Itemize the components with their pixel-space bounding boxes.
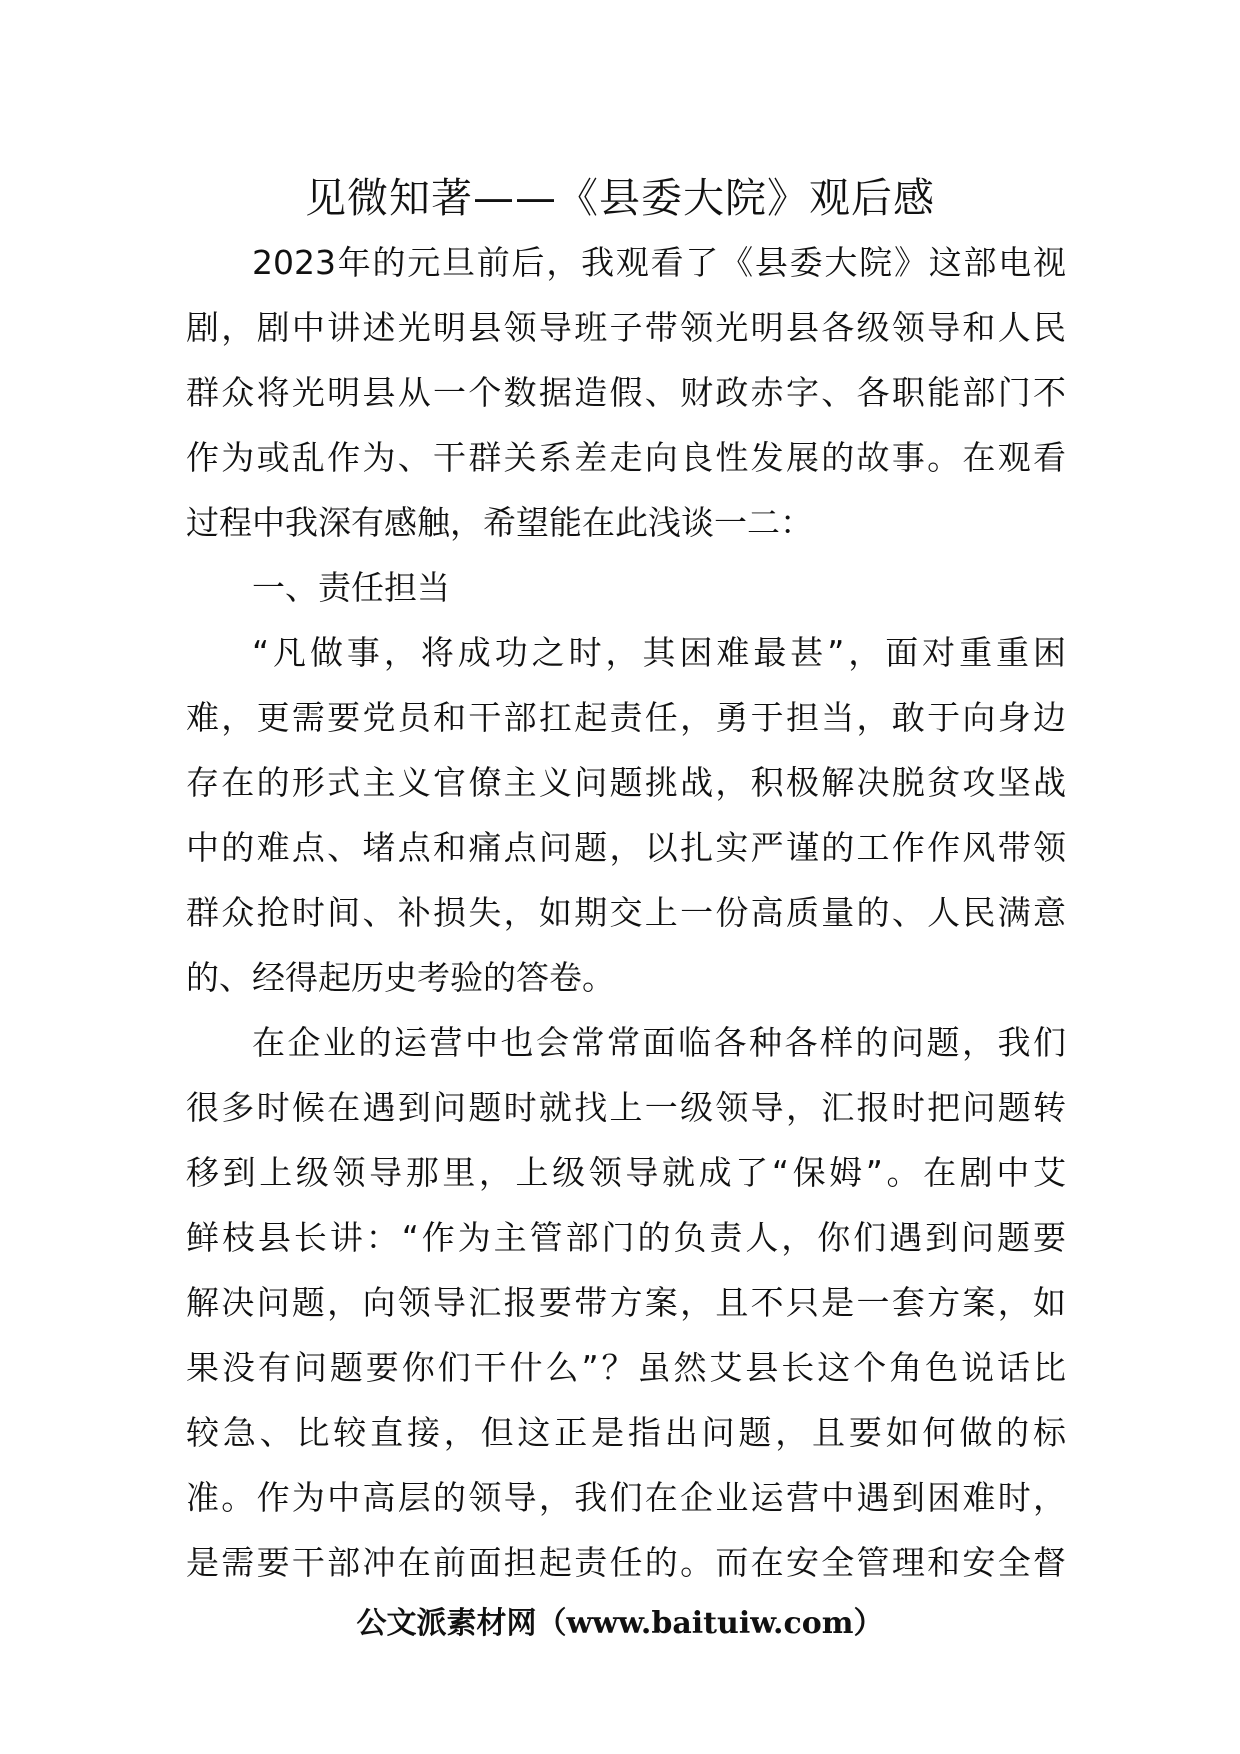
paragraph-line: 鲜枝县长讲：“作为主管部门的负责人，你们遇到问题要	[186, 1218, 1066, 1257]
document-title: 见微知著——《县委大院》观后感	[305, 174, 935, 222]
paragraph-line: 过程中我深有感触，希望能在此浅谈一二：	[186, 503, 813, 542]
paragraph-line: 剧，剧中讲述光明县领导班子带领光明县各级领导和人民	[186, 308, 1066, 347]
paragraph-line: 群众抢时间、补损失，如期交上一份高质量的、人民满意	[186, 893, 1066, 932]
section-heading: 一、责任担当	[252, 568, 450, 607]
paragraph-line: 2023年的元旦前后，我观看了《县委大院》这部电视	[252, 243, 1066, 282]
paragraph-line: 作为或乱作为、干群关系差走向良性发展的故事。在观看	[186, 438, 1066, 477]
paragraph-line: 难，更需要党员和干部扛起责任，勇于担当，敢于向身边	[186, 698, 1066, 737]
paragraph-line: 果没有问题要你们干什么”？虽然艾县长这个角色说话比	[186, 1348, 1066, 1387]
paragraph-line: 准。作为中高层的领导，我们在企业运营中遇到困难时，	[186, 1478, 1066, 1517]
paragraph-line: 在企业的运营中也会常常面临各种各样的问题，我们	[252, 1023, 1066, 1062]
paragraph-line: 存在的形式主义官僚主义问题挑战，积极解决脱贫攻坚战	[186, 763, 1066, 802]
paragraph-line: 很多时候在遇到问题时就找上一级领导，汇报时把问题转	[186, 1088, 1066, 1127]
page-footer: 公文派素材网（www.baituiw.com）	[356, 1606, 884, 1641]
document-body	[186, 230, 1066, 1595]
paragraph-line: 较急、比较直接，但这正是指出问题，且要如何做的标	[186, 1413, 1066, 1452]
paragraph-line: 群众将光明县从一个数据造假、财政赤字、各职能部门不	[186, 373, 1066, 412]
paragraph-line: 移到上级领导那里，上级领导就成了“保姆”。在剧中艾	[186, 1153, 1066, 1192]
paragraph-line: 解决问题，向领导汇报要带方案，且不只是一套方案，如	[186, 1283, 1066, 1322]
paragraph-line: 是需要干部冲在前面担起责任的。而在安全管理和安全督	[186, 1543, 1066, 1582]
paragraph-line: 中的难点、堵点和痛点问题，以扎实严谨的工作作风带领	[186, 828, 1066, 867]
paragraph-line: 的、经得起历史考验的答卷。	[186, 958, 615, 997]
paragraph-line: “凡做事，将成功之时，其困难最甚”，面对重重困	[252, 633, 1066, 672]
